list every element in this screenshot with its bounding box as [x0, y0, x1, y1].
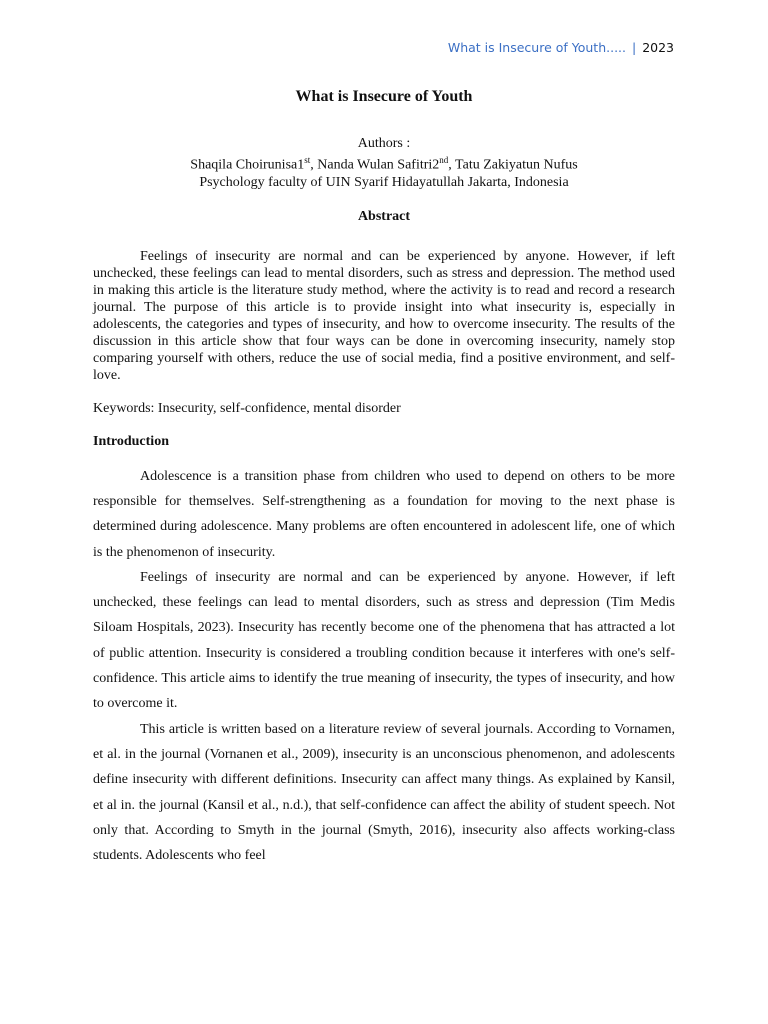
authors-list	[93, 152, 675, 174]
running-header	[448, 40, 674, 55]
keywords: Keywords: Insecurity, self-confidence, mental disorder	[93, 400, 401, 416]
abstract-text: Feelings of insecurity are normal and can be experienced by anyone. However, if left unchecked, these feelings can lead to mental disorders, such as stress and depression. The method used in making this article is the literature study method, where the activity is to read and record a research journal. The purpose of this article is to provide insight into what insecurity is, especially in adolescents, the categories and types of insecurity, and how to overcome insecurity. The results of the discussion in this article show that four ways can be done in overcoming insecurity, namely stop comparing yourself with others, reduce the use of social media, find a positive environment, and self-love.	[93, 248, 675, 383]
running-header-year: 2023	[642, 40, 674, 55]
author-1-sup: st	[304, 155, 311, 165]
author-2: , Nanda Wulan Safitri2	[310, 157, 440, 173]
abstract-heading: Abstract	[357, 208, 411, 224]
author-3: , Tatu Zakiyatun Nufus	[448, 157, 578, 173]
authors-block	[93, 135, 675, 191]
affiliation: Psychology faculty of UIN Syarif Hidayatullah Jakarta, Indonesia	[199, 174, 569, 190]
authors-label: Authors :	[357, 136, 411, 151]
paper-content	[93, 86, 675, 868]
body-paragraph: Feelings of insecurity are normal and can be experienced by anyone. However, if left unchecked, these feelings can lead to mental disorders, such as stress and depression (Tim Medis Siloam Hospitals, 2023). Insecurity has recently become one of the phenomena that has attracted a lot of public attention. Insecurity is considered a troubling condition because it interferes with one's self-confidence. This article aims to identify the true meaning of insecurity, the types of insecurity, and how to overcome it.	[93, 569, 675, 712]
running-header-title: What is Insecure of Youth.....	[447, 40, 626, 55]
author-2-sup: nd	[439, 155, 449, 165]
author-1: Shaqila Choirunisa1	[190, 157, 305, 173]
introduction-heading: Introduction	[93, 433, 169, 449]
running-header-separator: |	[631, 40, 637, 55]
paper-title: What is Insecure of Youth	[295, 88, 473, 105]
body-paragraph: This article is written based on a literature review of several journals. According to Vornamen, et al. in the journal (Vornanen et al., 2009), insecurity is an unconscious phenomenon, and adolescents define insecurity with different definitions. Insecurity can affect many things. As explained by Kansil, et al in. the journal (Kansil et al., n.d.), that self-confidence can affect the ability of student speech. Not only that. According to Smyth in the journal (Smyth, 2016), insecurity also affects working-class students. Adolescents who feel	[93, 721, 675, 864]
body-paragraph: Adolescence is a transition phase from children who used to depend on others to be more responsible for themselves. Self-strengthening as a foundation for moving to the next phase is determined during adolescence. Many problems are often encountered in adolescent life, one of which is the phenomenon of insecurity.	[93, 468, 675, 560]
